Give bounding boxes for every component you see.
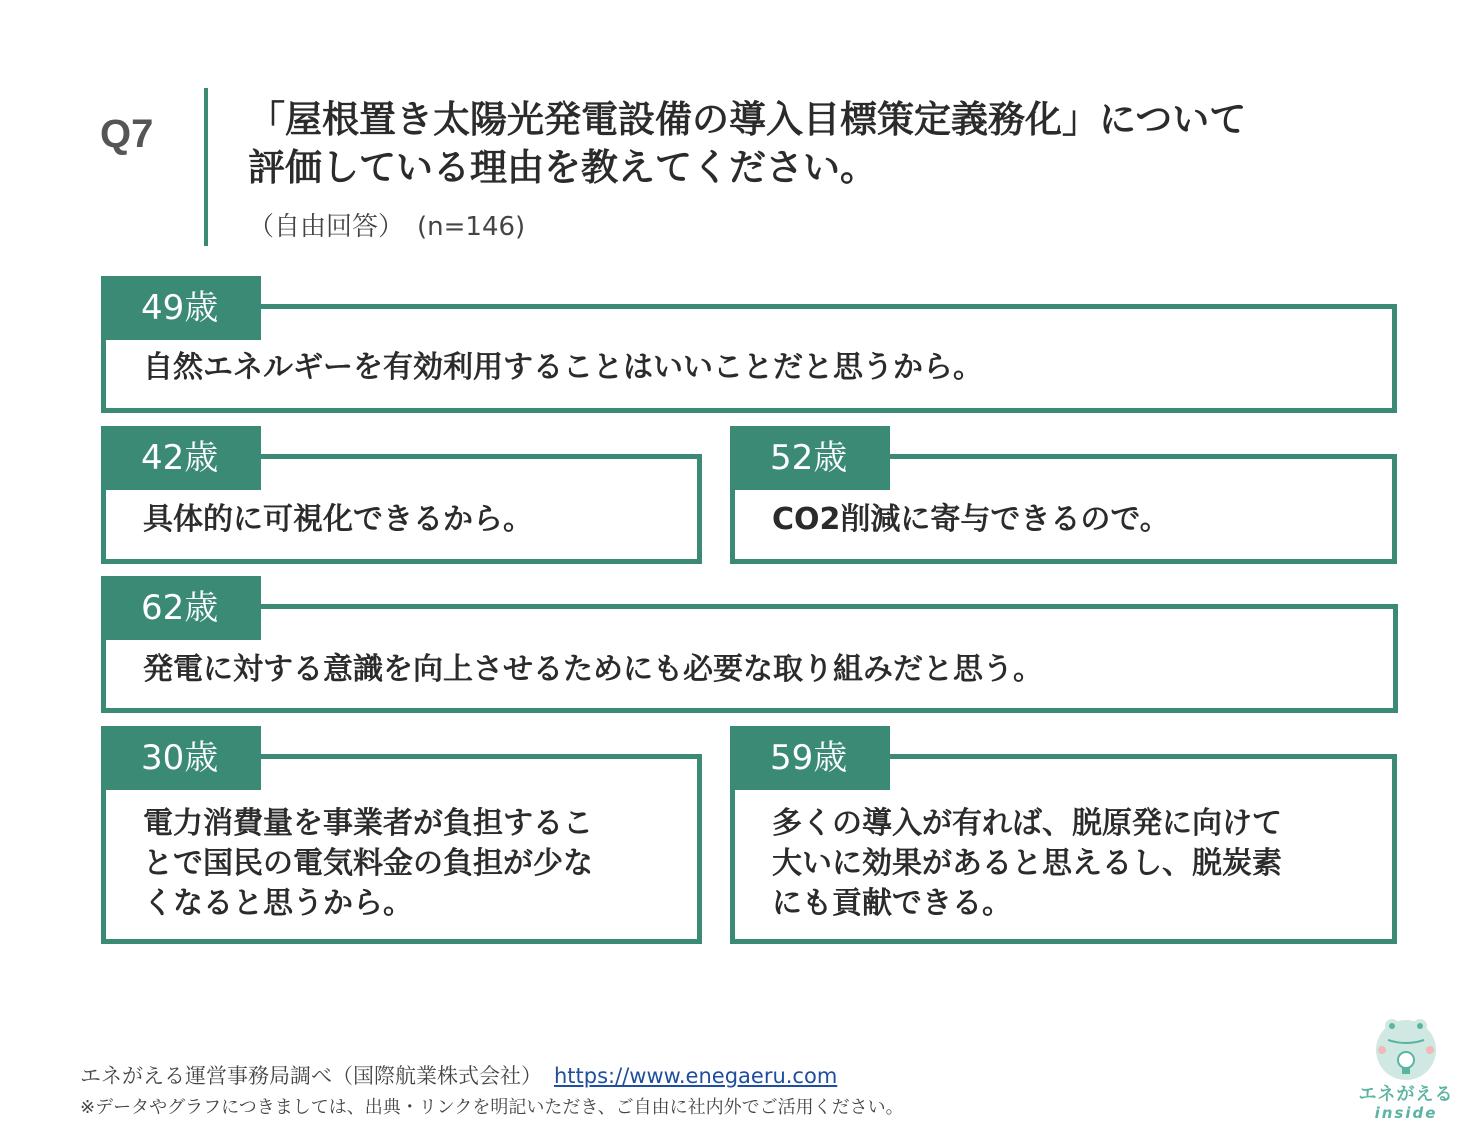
divider-line: [204, 88, 208, 246]
response-card: [101, 576, 1398, 713]
footer-source: [80, 1060, 837, 1090]
footer-source-text: エネがえる運営事務局調べ（国際航業株式会社）: [80, 1064, 542, 1088]
footer-link[interactable]: https://www.enegaeru.com: [554, 1064, 838, 1088]
age-tag: 52歳: [730, 426, 890, 490]
footer-notice: ※データやグラフにつきましては、出典・リンクを明記いただき、ご自由に社内外でご活用ください。: [80, 1097, 904, 1118]
response-text: CO2削減に寄与できるので。: [772, 502, 1170, 537]
response-text: 多くの導入が有れば、脱原発に向けて 大いに効果があると思えるし、脱炭素 にも貢献できる。: [772, 806, 1282, 921]
response-card: [101, 726, 702, 944]
question-title-line1: 「屋根置き太陽光発電設備の導入目標策定義務化」について: [248, 98, 1247, 141]
age-tag: 49歳: [101, 276, 261, 340]
response-text: 自然エネルギーを有効利用することはいいことだと思うから。: [143, 350, 983, 385]
response-text: 発電に対する意識を向上させるためにも必要な取り組みだと思う。: [143, 652, 1043, 687]
question-title: [248, 96, 1378, 192]
response-card: [101, 426, 702, 564]
response-text: 電力消費量を事業者が負担するこ とで国民の電気料金の負担が少な くなると思うから。: [143, 806, 593, 921]
response-card: [730, 726, 1397, 944]
logo-name: エネがえる: [1358, 1084, 1454, 1105]
age-tag: 30歳: [101, 726, 261, 790]
response-text: 具体的に可視化できるから。: [143, 502, 533, 537]
question-note: （自由回答） (n=146): [248, 212, 526, 242]
enegaeru-logo: [1348, 1014, 1464, 1128]
age-tag: 42歳: [101, 426, 261, 490]
age-tag: 59歳: [730, 726, 890, 790]
response-card: [101, 276, 1397, 413]
question-title-line2: 評価している理由を教えてください。: [248, 146, 877, 189]
logo-sub: inside: [1374, 1104, 1438, 1122]
frog-lightbulb-icon: [1348, 1014, 1464, 1080]
question-number: Q7: [100, 112, 154, 156]
age-tag: 62歳: [101, 576, 261, 640]
response-card: [730, 426, 1397, 564]
